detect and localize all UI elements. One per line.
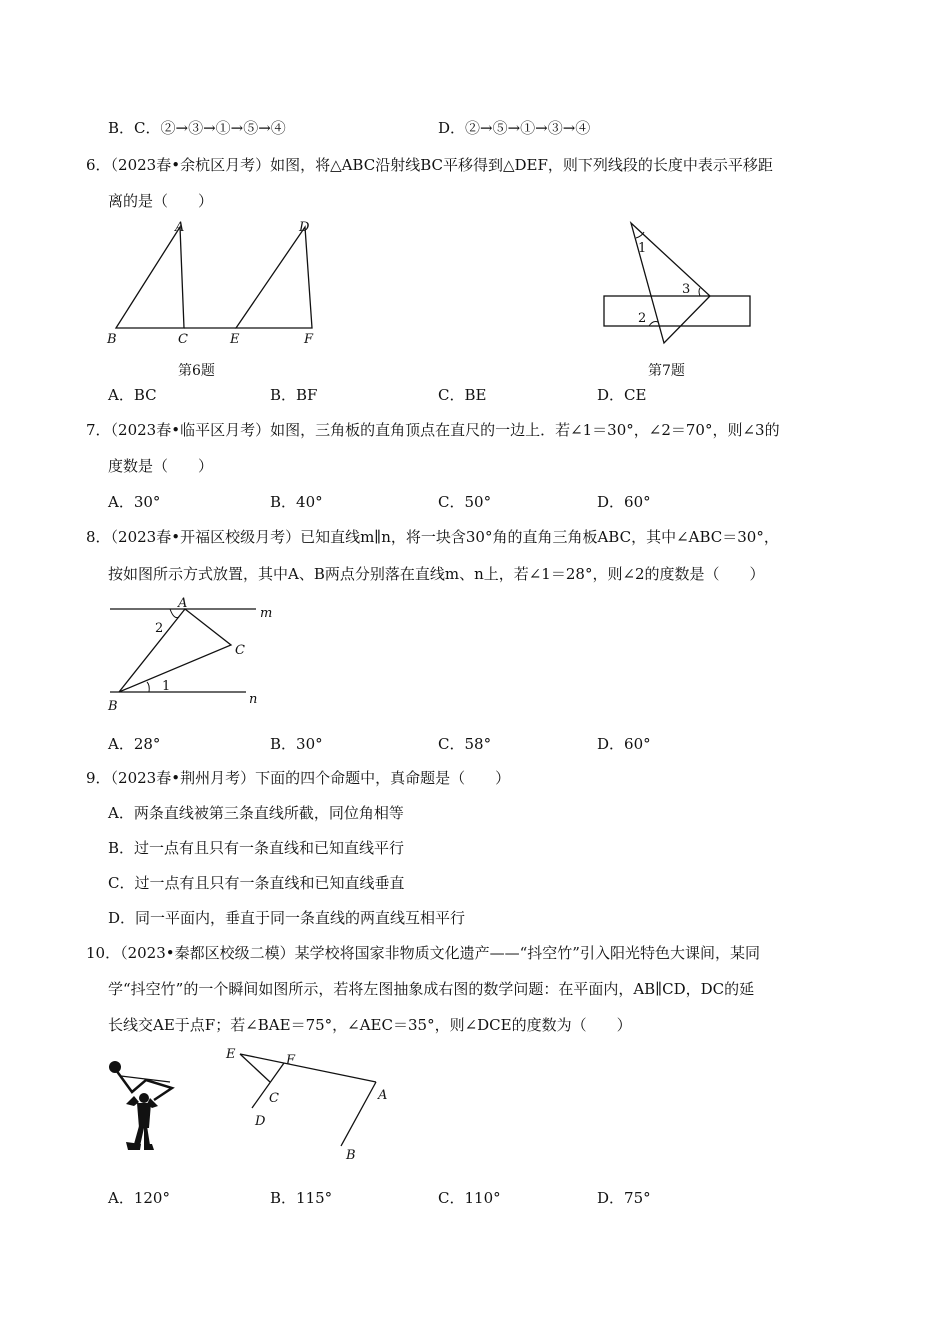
q9-option-b: B．过一点有且只有一条直线和已知直线平行 — [108, 839, 405, 857]
angle-1-label: 1 — [638, 241, 647, 256]
angle-2-label: 2 — [638, 311, 647, 326]
label-c: C — [269, 1091, 279, 1106]
q10-option-b: B．115° — [270, 1189, 333, 1207]
q6-stem-line1: 6．（2023春•余杭区月考）如图，将△ABC沿射线BC平移得到△DEF，则下列线段的长度中表示平移距 — [86, 156, 773, 174]
q7-stem-line2: 度数是（ ） — [108, 457, 214, 475]
q8-option-a: A．28° — [108, 735, 161, 753]
q8-stem-line1: 8．（2023春•开福区校级月考）已知直线m∥n，将一块含30°角的直角三角板ABC，其中∠ABC＝30°， — [86, 528, 779, 546]
q8-option-b: B．30° — [270, 735, 323, 753]
q6-option-d: D．CE — [597, 386, 647, 404]
label-a: A — [175, 220, 185, 235]
q8-option-c: C．58° — [438, 735, 492, 753]
triangle-abc — [119, 609, 231, 692]
q6-option-c: C．BE — [438, 386, 487, 404]
q7-option-c: C．50° — [438, 493, 492, 511]
label-c: C — [178, 332, 188, 347]
label-f: F — [286, 1053, 296, 1068]
q6-option-a: A．BC — [108, 386, 157, 404]
angle-3-label: 3 — [682, 282, 691, 297]
q8-figure — [104, 592, 284, 717]
q10-option-a: A．120° — [108, 1189, 170, 1207]
label-c: C — [235, 643, 245, 658]
line-ec — [240, 1054, 270, 1082]
q10-option-c: C．110° — [438, 1189, 501, 1207]
label-n: n — [249, 692, 258, 707]
angle-1-label: 1 — [162, 679, 171, 694]
q6-caption: 第6题 — [178, 363, 215, 379]
angle-2-label: 2 — [155, 621, 164, 636]
q10-stem-line1: 10．（2023•秦都区校级二模）某学校将国家非物质文化遗产——“抖空竹”引入阳光特色大课间，某同 — [86, 944, 760, 962]
q7-stem-line1: 7．（2023春•临平区月考）如图，三角板的直角顶点在直尺的一边上．若∠1＝30°，∠2＝70°，则∠3的 — [86, 421, 780, 439]
q9-stem-line1: 9．（2023春•荆州月考）下面的四个命题中，真命题是（ ） — [86, 769, 511, 787]
label-f: F — [304, 332, 314, 347]
q5-option-b: B．C．②→③→①→⑤→④ — [108, 119, 286, 137]
q9-option-c: C．过一点有且只有一条直线和已知直线垂直 — [108, 874, 405, 892]
label-b: B — [108, 699, 118, 714]
label-a: A — [378, 1088, 388, 1103]
q7-figure — [600, 218, 760, 348]
q5-option-d: D．②→⑤→①→③→④ — [438, 119, 591, 137]
q7-option-a: A．30° — [108, 493, 161, 511]
q10-stem-line2: 学“抖空竹”的一个瞬间如图所示，若将左图抽象成右图的数学问题：在平面内，AB∥CD，DC的延 — [108, 980, 755, 998]
q7-option-d: D．60° — [597, 493, 651, 511]
label-a: A — [178, 596, 188, 611]
q8-stem-line2: 按如图所示方式放置，其中A、B两点分别落在直线m、n上，若∠1＝28°，则∠2的度数是（ ） — [108, 565, 765, 583]
line-ea — [240, 1054, 376, 1082]
q10-option-d: D．75° — [597, 1189, 651, 1207]
q7-option-b: B．40° — [270, 493, 323, 511]
line-ab — [341, 1082, 376, 1146]
label-e: E — [230, 332, 240, 347]
q9-option-a: A．两条直线被第三条直线所截，同位角相等 — [108, 804, 404, 822]
label-b: B — [346, 1148, 356, 1163]
q8-option-d: D．60° — [597, 735, 651, 753]
q10-figure — [222, 1046, 402, 1166]
label-m: m — [260, 606, 273, 621]
triangle-def — [236, 227, 312, 328]
label-e: E — [226, 1047, 236, 1062]
diabolo-player-image — [104, 1058, 188, 1156]
q6-figure — [100, 215, 340, 350]
ruler — [604, 296, 750, 326]
q9-option-d: D．同一平面内，垂直于同一条直线的两直线互相平行 — [108, 909, 466, 927]
label-d: D — [299, 220, 310, 235]
label-d: D — [255, 1114, 266, 1129]
q10-stem-line3: 长线交AE于点F；若∠BAE＝75°，∠AEC＝35°，则∠DCE的度数为（ ） — [108, 1016, 632, 1034]
q6-stem-line2: 离的是（ ） — [108, 192, 214, 210]
q6-option-b: B．BF — [270, 386, 318, 404]
triangle-abc — [116, 227, 184, 328]
q7-caption: 第7题 — [648, 363, 685, 379]
label-b: B — [107, 332, 117, 347]
